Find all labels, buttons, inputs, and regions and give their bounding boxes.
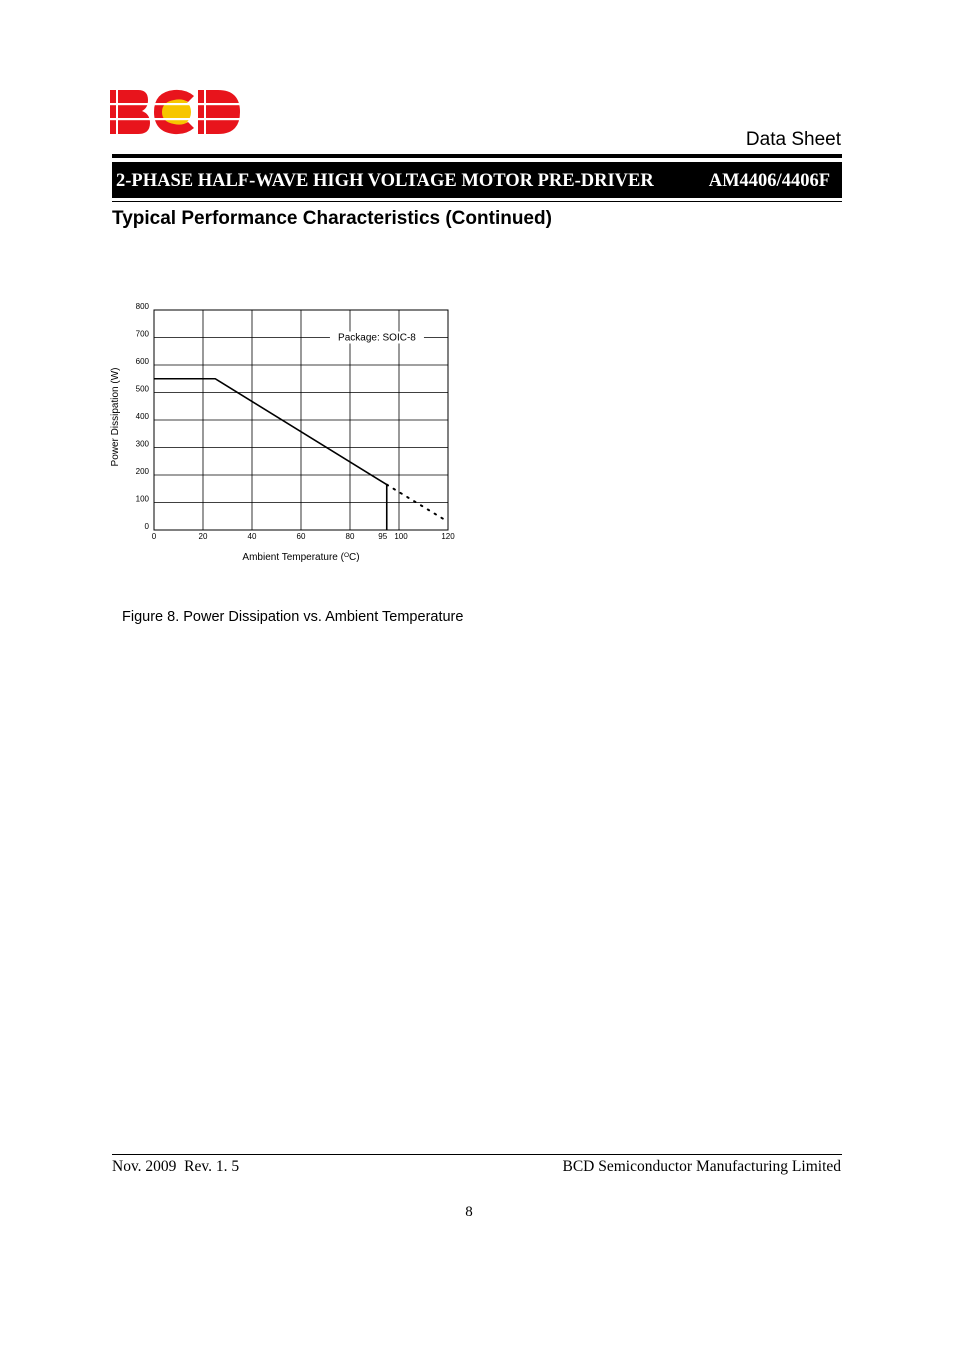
title-bar bbox=[112, 162, 842, 198]
x-tick-label-120: 120 bbox=[441, 532, 455, 541]
x-tick-label-20: 20 bbox=[198, 532, 208, 541]
y-tick-label-800: 800 bbox=[135, 302, 149, 311]
page-number: 8 bbox=[465, 1204, 473, 1220]
x-tick-label-40: 40 bbox=[247, 532, 257, 541]
y-tick-label-600: 600 bbox=[135, 357, 149, 366]
section-title: Typical Performance Characteristics (Continued) bbox=[112, 208, 552, 229]
x-tick-label-80: 80 bbox=[345, 532, 355, 541]
bcd-logo bbox=[110, 88, 240, 136]
y-axis-label: Power Dissipation (W) bbox=[110, 367, 121, 467]
y-tick-label-500: 500 bbox=[135, 384, 149, 394]
part-number: AM4406/4406F bbox=[708, 171, 830, 191]
x-axis-label bbox=[242, 552, 359, 564]
document-title: 2-PHASE HALF-WAVE HIGH VOLTAGE MOTOR PRE-DRIVER bbox=[116, 171, 654, 191]
x-axis-label-sup: O bbox=[343, 551, 350, 559]
header-rule-thick bbox=[112, 154, 842, 158]
y-tick-label-300: 300 bbox=[135, 439, 149, 449]
x-tick-label-0: 0 bbox=[151, 532, 157, 541]
annotation-label: Package: SOIC-8 bbox=[338, 332, 416, 344]
y-tick-label-200: 200 bbox=[135, 467, 149, 476]
doc-type-label: Data Sheet bbox=[745, 129, 841, 150]
x-axis-label-main: Ambient Temperature ( bbox=[242, 552, 344, 563]
y-tick-label-0: 0 bbox=[144, 522, 149, 531]
x-tick-label-95: 95 bbox=[378, 532, 388, 541]
series-line-solid-0 bbox=[154, 379, 387, 530]
x-tick-label-100: 100 bbox=[394, 532, 408, 541]
x-tick-label-60: 60 bbox=[296, 532, 306, 541]
header-rule-thin bbox=[112, 201, 842, 202]
figure-caption: Figure 8. Power Dissipation vs. Ambient Temperature bbox=[122, 609, 464, 625]
footer-revision: Nov. 2009 Rev. 1. 5 bbox=[112, 1158, 240, 1175]
bcd-logo-graphic bbox=[110, 88, 240, 136]
series-line-dotted-1 bbox=[387, 485, 448, 522]
x-axis-label-end: C) bbox=[349, 552, 360, 563]
y-tick-label-700: 700 bbox=[135, 329, 149, 339]
y-tick-label-400: 400 bbox=[135, 412, 149, 421]
chart-svg bbox=[100, 295, 470, 575]
power-dissipation-chart bbox=[100, 295, 470, 575]
footer-rule bbox=[112, 1154, 842, 1155]
y-tick-label-100: 100 bbox=[135, 494, 149, 504]
footer-company: BCD Semiconductor Manufacturing Limited bbox=[562, 1158, 841, 1175]
